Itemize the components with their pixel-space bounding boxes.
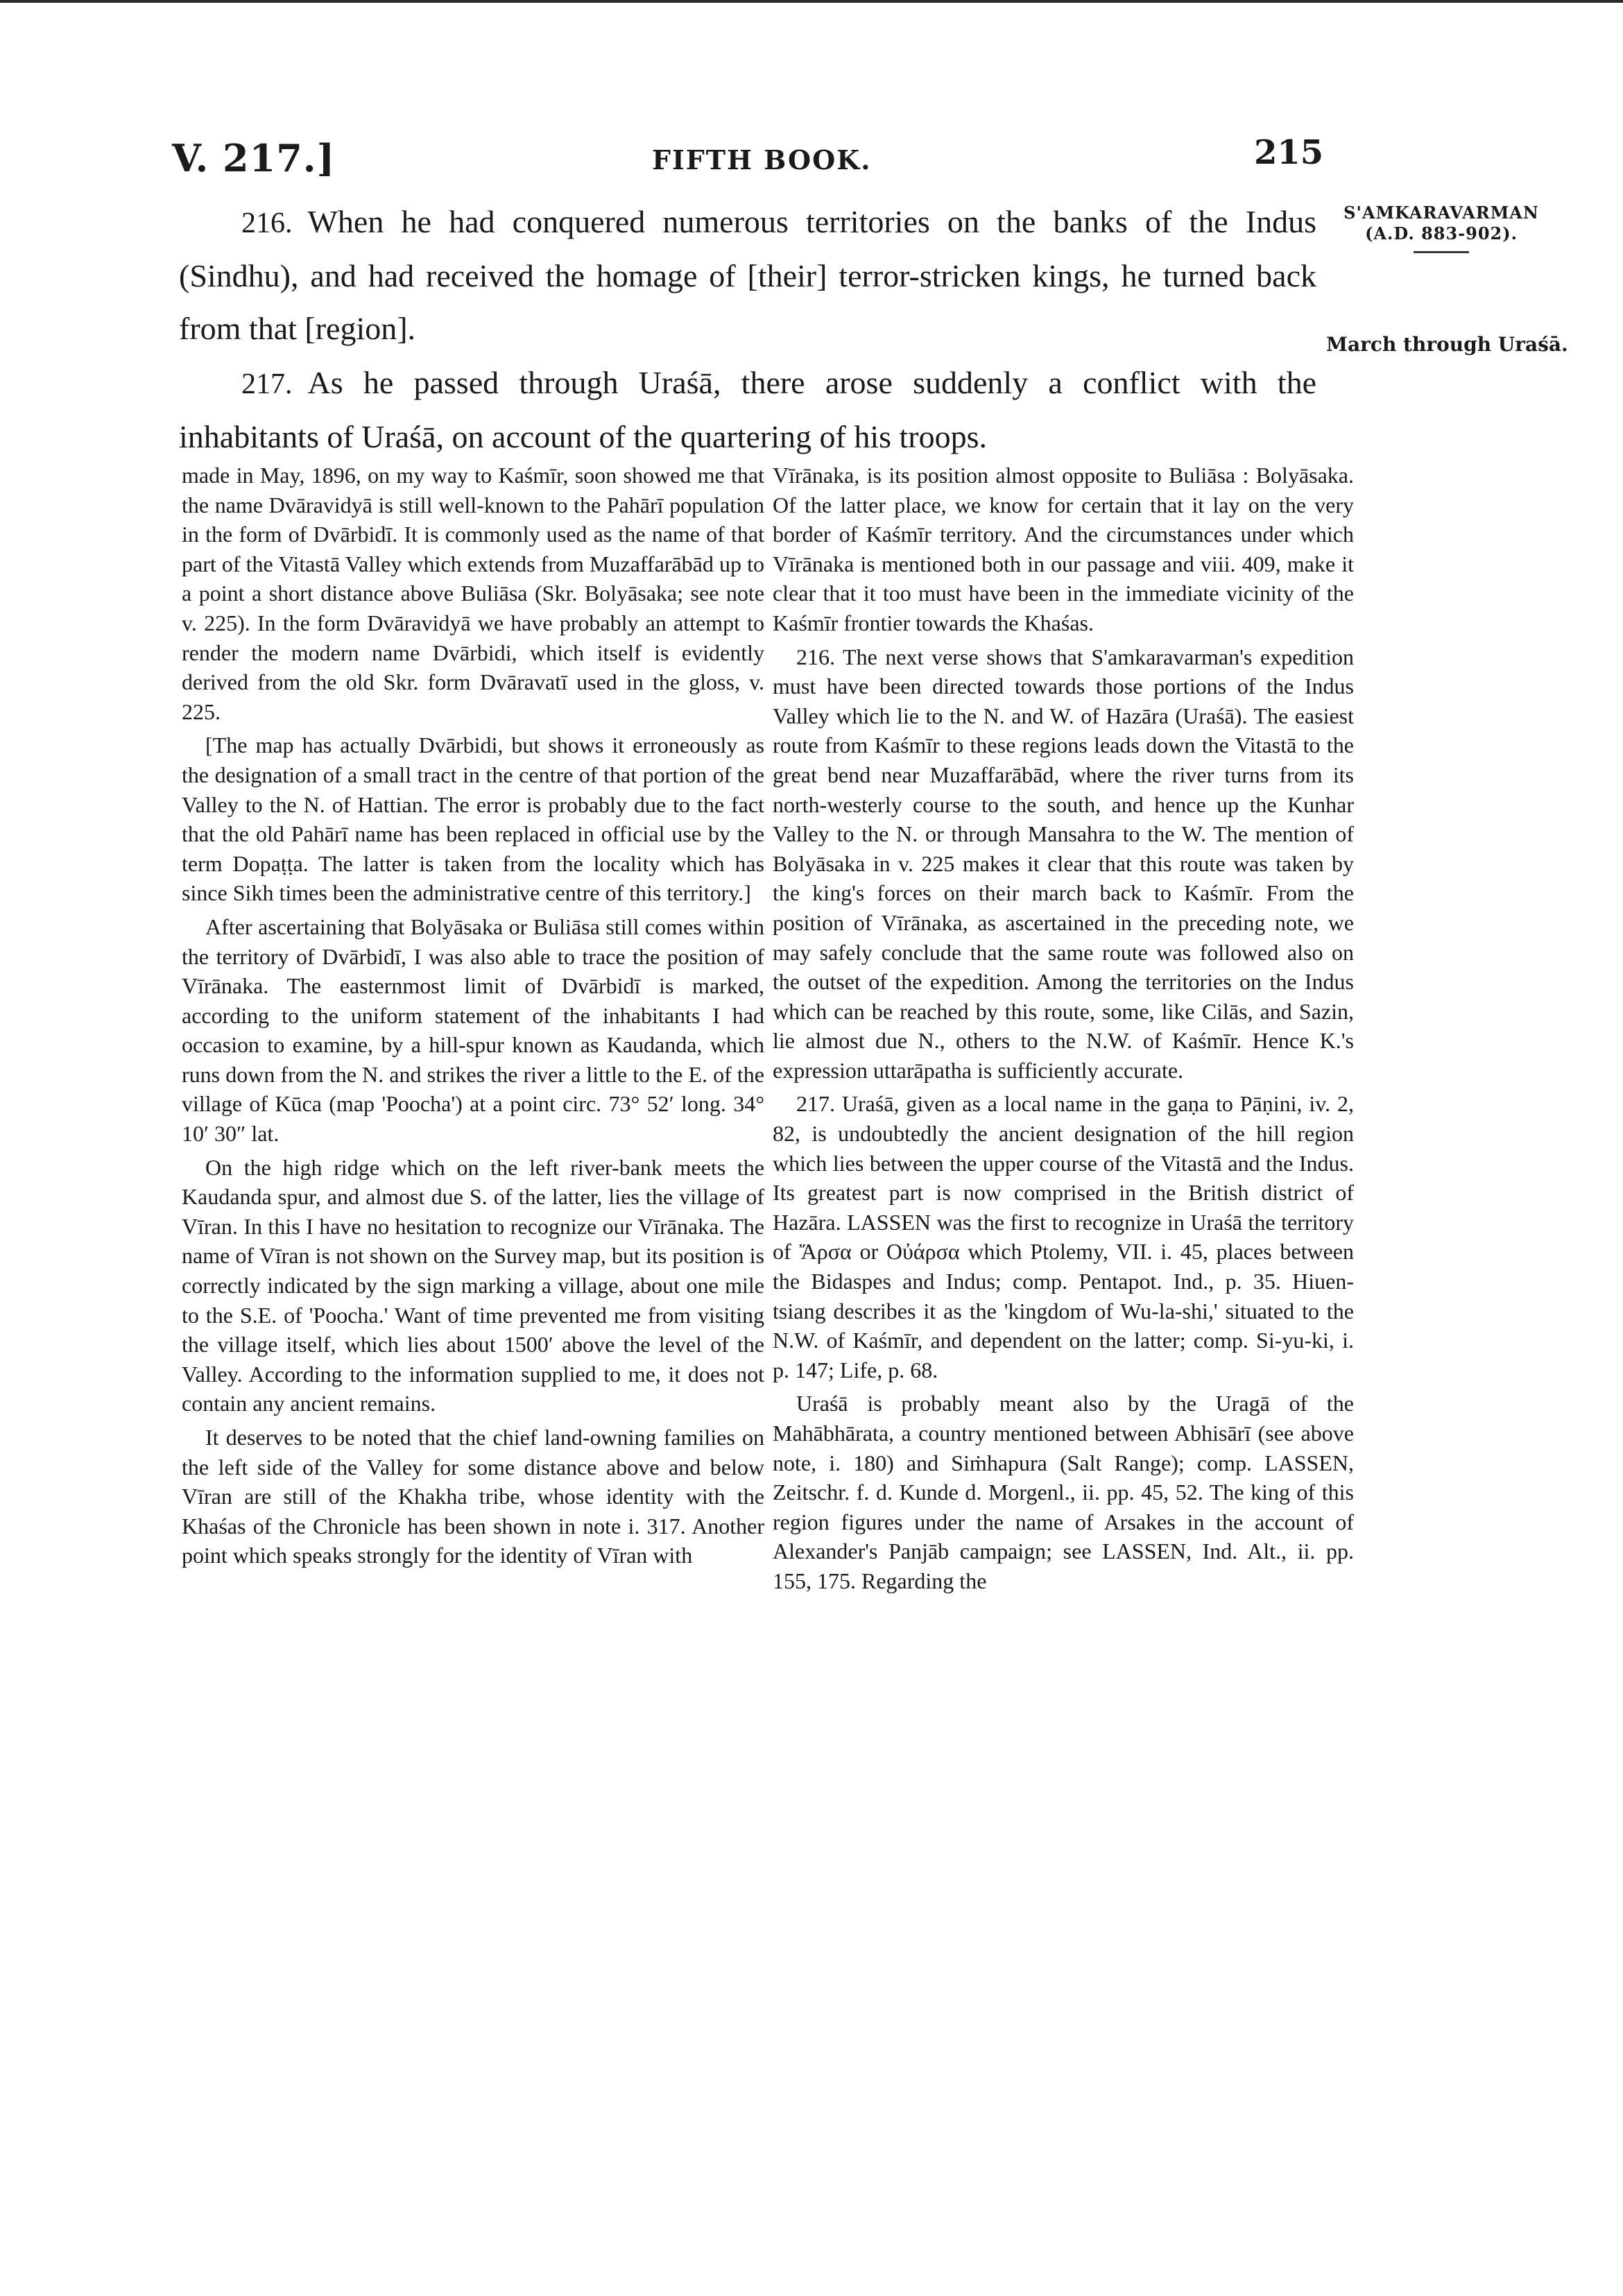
ruler-name: S'AMKARAVARMAN [1343, 203, 1539, 223]
verse-text: When he had conquered numerous territories on the banks of the Indus (Sindhu), and had received the homage of [their] terror-stricken kings, he turned back from that [region]. [179, 204, 1316, 346]
verse-number: 216. [241, 207, 293, 239]
margin-note-divider [1414, 251, 1469, 253]
verse-number: 217. [241, 368, 293, 400]
verse-216 [179, 196, 1316, 355]
notes-column-right [773, 461, 1354, 1600]
note-paragraph: On the high ridge which on the left river-bank meets the Kaudanda spur, and almost due S. of the latter, lies the village of Vīran. In this I have no hesitation to recognize our Vīrānaka. The name of Vīran is not shown on the Survey map, but its position is correctly indicated by the sign marking a village, about one mile to the S.E. of 'Poocha.' Want of time prevented me from visiting the village itself, which lies about 1500′ above the level of the Valley. According to the information supplied to me, it does not contain any ancient remains. [182, 1154, 764, 1416]
note-paragraph: made in May, 1896, on my way to Kaśmīr, soon showed me that the name Dvāravidyā is still well-known to the Pahārī population in the form of Dvārbidī. It is commonly used as the name of that part of the Vitastā Valley which extends from Muzaffarābād up to a point a short distance above Buliāsa (Skr. Bolyāsaka; see note v. 225). In the form Dvāravidyā we have probably an attempt to render the modern name Dvārbidi, which itself is evidently derived from the old Skr. form Dvāravatī used in the gloss, v. 225. [182, 463, 764, 724]
verse-217 [179, 357, 1316, 463]
page-number: 215 [1254, 133, 1324, 172]
margin-note-ruler [1337, 203, 1545, 253]
note-paragraph: [The map has actually Dvārbidi, but shows it erroneously as the designation of a small tract in the centre of that portion of the Valley to the N. of Hattian. The error is probably due to the fact that the old Pahārī name has been replaced in official use by the term Dopaṭṭa. The latter is taken from the locality which has since Sikh times been the administrative centre of this territory.] [182, 733, 764, 906]
note-paragraph: It deserves to be noted that the chief land-owning families on the left side of the Valley for some distance above and below Vīran are still of the Khakha tribe, whose identity with the Khaśas of the Chronicle has been shown in note i. 317. Another point which speaks strongly for the identity of Vīran with [182, 1425, 764, 1568]
note-paragraph: After ascertaining that Bolyāsaka or Buliāsa still comes within the territory of Dvārbidī, I was also able to trace the position of Vīrānaka. The easternmost limit of Dvārbidī is marked, according to the uniform statement of the inhabitants I had occasion to examine, by a hill-spur known as Kaudanda, which runs down from the N. and strikes the river a little to the E. of the village of Kūca (map 'Poocha') at a point circ. 73° 52′ long. 34° 10′ 30″ lat. [182, 914, 764, 1147]
running-header-verse-ref: V. 217.] [172, 136, 336, 180]
ruler-dates: (A.D. 883-902). [1365, 223, 1518, 243]
margin-note-march: March through Uraśā. [1326, 333, 1568, 356]
note-paragraph: 217. Uraśā, given as a local name in the gaṇa to Pāṇini, iv. 2, 82, is undoubtedly the ancient designation of the hill region which lies between the upper course of the Vitastā and the Indus. Its greatest part is now comprised in the British district of Hazāra. LASSEN was the first to recognize in Uraśā the territory of Ἄρσα or Οὐάρσα which Ptolemy, VII. i. 45, places between the Bidaspes and Indus; comp. Pentapot. Ind., p. 35. Hiuen-tsiang describes it as the 'kingdom of Wu-la-shi,' situated to the N.W. of Kaśmīr, and dependent on the latter; comp. Si-yu-ki, i. p. 147; Life, p. 68. [773, 1091, 1354, 1382]
translation-verses [179, 196, 1316, 465]
running-header-title: FIFTH BOOK. [652, 144, 872, 175]
notes-column-left [182, 461, 764, 1575]
note-paragraph: Vīrānaka, is its position almost opposite to Buliāsa : Bolyāsaka. Of the latter place, we know for certain that it lay on the very border of Kaśmīr territory. And the circumstances under which Vīrānaka is mentioned both in our passage and viii. 409, make it clear that it too must have been in the immediate vicinity of the Kaśmīr frontier towards the Khaśas. [773, 463, 1354, 635]
note-paragraph: 216. The next verse shows that S'amkaravarman's expedition must have been directed towards those portions of the Indus Valley which lie to the N. and W. of Hazāra (Uraśā). The easiest route from Kaśmīr to these regions leads down the Vitastā to the great bend near Muzaffarābād, where the river turns from its north-westerly course to the south, and hence up the Kunhar Valley to the N. or through Mansahra to the W. The mention of Bolyāsaka in v. 225 makes it clear that this route was taken by the king's forces on their march back to Kaśmīr. From the position of Vīrānaka, as ascertained in the preceding note, we may safely conclude that the same route was followed also on the outset of the expedition. Among the territories on the Indus which can be reached by this route, some, like Cilās, and Sazin, lie almost due N., others to the N.W. of Kaśmīr. Hence K.'s expression uttarāpatha is sufficiently accurate. [773, 644, 1354, 1083]
note-paragraph: Uraśā is probably meant also by the Uragā of the Mahābhārata, a country mentioned between Abhisārī (see above note, i. 180) and Siṁhapura (Salt Range); comp. LASSEN, Zeitschr. f. d. Kunde d. Morgenl., ii. pp. 45, 52. The king of this region figures under the name of Arsakes in the account of Alexander's Panjāb campaign; see LASSEN, Ind. Alt., ii. pp. 155, 175. Regarding the [773, 1391, 1354, 1593]
page-top-rule [0, 0, 1623, 3]
verse-text: As he passed through Uraśā, there arose suddenly a conflict with the inhabitants of Uraśā, on account of the quartering of his troops. [179, 365, 1316, 454]
